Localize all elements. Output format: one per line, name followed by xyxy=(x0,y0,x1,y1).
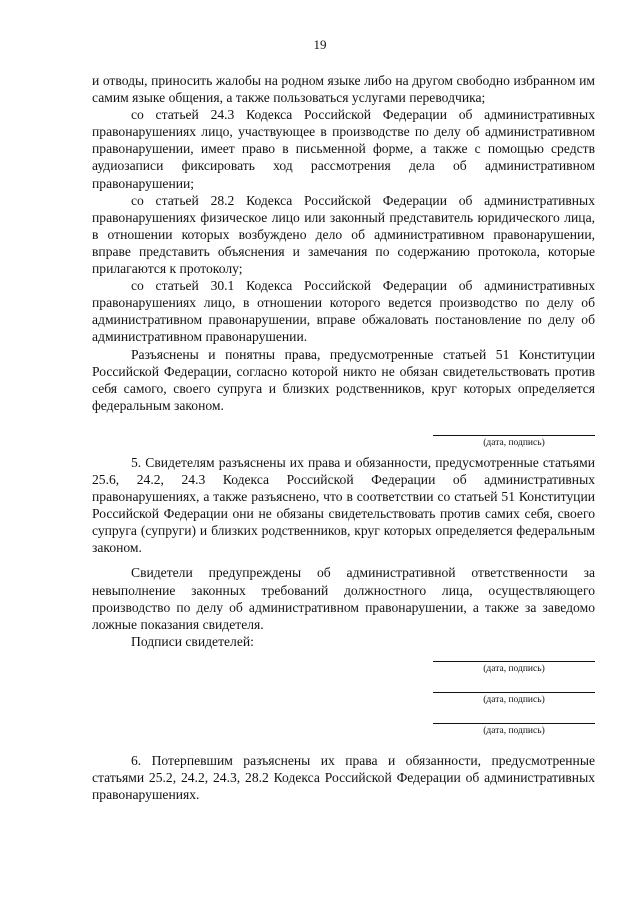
signature-line xyxy=(433,661,595,662)
signature-line xyxy=(433,692,595,693)
paragraph-article-30-1: со статьей 30.1 Кодекса Российской Федерации об административных правонарушениях лицо, в отношении которого ведется производство по делу об административном правонарушении, вправе обжаловать постановление по делу об административном правонарушении. xyxy=(92,278,595,345)
signature-line xyxy=(433,435,595,436)
paragraph-article-24-3: со статьей 24.3 Кодекса Российской Федерации об административных правонарушениях лицо, участвующее в производстве по делу об административном правонарушении, имеет право в письменной форме, а также с помощью средств аудиозаписи фиксировать ход рассмотрения дела об административном правонарушении; xyxy=(92,107,595,191)
signature-caption: (дата, подпись) xyxy=(483,694,545,705)
paragraph-victim-rights: 6. Потерпевшим разъяснены их права и обязанности, предусмотренные статьями 25.2, 24.2, 24.3, 28.2 Кодекса Российской Федерации об административных правонарушениях. xyxy=(92,752,595,803)
signature-caption: (дата, подпись) xyxy=(483,725,545,736)
witness-signature-1 xyxy=(433,661,595,675)
witness-signature-2 xyxy=(433,692,595,706)
paragraph-witness-rights: 5. Свидетелям разъяснены их права и обязанности, предусмотренные статьями 25.6, 24.2, 24.3 Кодекса Российской Федерации об административных правонарушениях, а также разъяснено, что в соответствии со статьей 51 Конституции Российской Федерации они не обязаны свидетельствовать против самих себя, своего супруга (супруги) и близких родственников, круг которых определяется федеральным законом. xyxy=(92,454,595,556)
signature-block-main xyxy=(433,435,595,449)
witness-signatures-heading: Подписи свидетелей: xyxy=(131,633,254,649)
document-body xyxy=(92,72,595,803)
page-number: 19 xyxy=(313,37,327,52)
paragraph-witness-warning: Свидетели предупреждены об административной ответственности за невыполнение законных требований должностного лица, осуществляющего производство по делу об административном правонарушении, а также за заведомо ложные показания свидетеля. xyxy=(92,565,595,632)
signature-caption: (дата, подпись) xyxy=(483,437,545,448)
signature-line xyxy=(433,723,595,724)
paragraph-rights-continuation: и отводы, приносить жалобы на родном языке либо на другом свободно избранном им самим языке общения, а также пользоваться услугами переводчика; xyxy=(92,73,595,106)
paragraph-constitution-51: Разъяснены и понятны права, предусмотренные статьей 51 Конституции Российской Федерации, согласно которой никто не обязан свидетельствовать против себя самого, своего супруга и близких родственников, круг которых определяется федеральным законом. xyxy=(92,346,595,413)
paragraph-article-28-2: со статьей 28.2 Кодекса Российской Федерации об административных правонарушениях физическое лицо или законный представитель юридического лица, в отношении которых возбуждено дело об административном правонарушении, вправе представить объяснения и замечания по содержанию протокола, которые прилагаются к протоколу; xyxy=(92,192,595,277)
signature-caption: (дата, подпись) xyxy=(483,663,545,674)
witness-signature-3 xyxy=(433,723,595,737)
